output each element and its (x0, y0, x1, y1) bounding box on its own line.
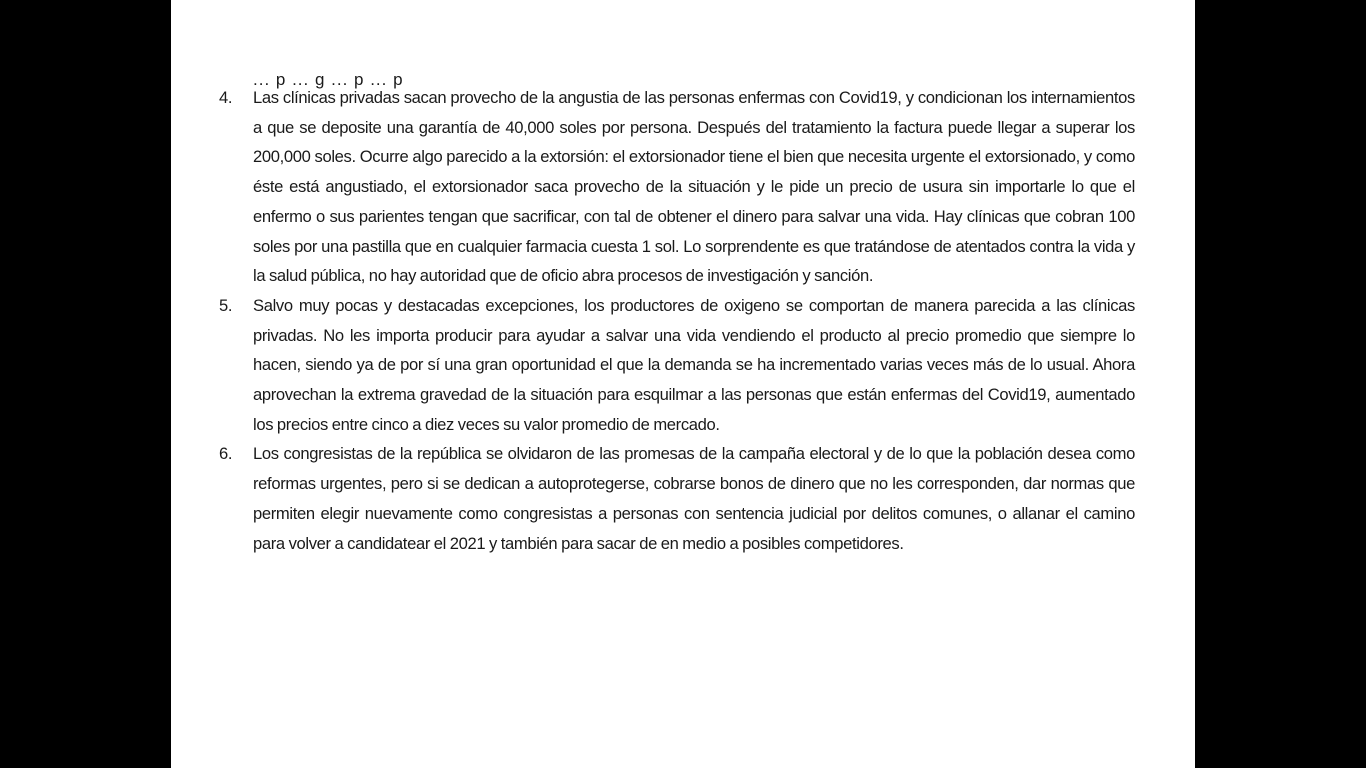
list-item-text: Las clínicas privadas sacan provecho de la angustia de las personas enfermas con Covid19, y condicionan los internamientos a que se deposite una garantía de 40,000 soles por persona. Después del tratamiento la factura puede llegar a superar los 200,000 soles. Ocurre algo parecido a la extorsión: el extorsionador tiene el bien que necesita urgente el extorsionado, y como éste está angustiado, el extorsionador saca provecho de la situación y le pide un precio de usura sin importarle lo que el enfermo o sus parientes tengan que sacrificar, con tal de obtener el dinero para salvar una vida. Hay clínicas que cobran 100 soles por una pastilla que en cualquier farmacia cuesta 1 sol. Lo sorprendente es que tratándose de atentados contra la vida y la salud pública, no hay autoridad que de oficio abra procesos de investigación y sanción. (253, 88, 1135, 286)
numbered-list (219, 83, 1135, 558)
list-item (219, 291, 1135, 440)
list-item-text: Los congresistas de la república se olvidaron de las promesas de la campaña electoral y de lo que la población desea como reformas urgentes, pero si se dedican a autoprotegerse, cobrarse bonos de dinero que no les corresponden, dar normas que permiten elegir nuevamente como congresistas a personas con sentencia judicial por delitos comunes, o allanar el camino para volver a candidatear el 2021 y también para sacar de en medio a posibles competidores. (253, 444, 1135, 553)
list-item-number: 5. (219, 295, 233, 315)
clipped-line-text: ... p ... g ... p ... p (253, 70, 404, 89)
list-item-number: 4. (219, 88, 233, 107)
clipped-previous-line (253, 56, 553, 89)
list-item (219, 439, 1135, 558)
list-item (219, 83, 1135, 291)
document-page (171, 0, 1195, 768)
list-item-text: Salvo muy pocas y destacadas excepciones, los productores de oxigeno se comportan de manera parecida a las clínicas privadas. No les importa producir para ayudar a salvar una vida vendiendo el producto al precio promedio que siempre lo hacen, siendo ya de por sí una gran oportunidad el que la demanda se ha incrementado varias veces más de lo usual. Ahora aprovechan la extrema gravedad de la situación para esquilmar a las personas que están enfermas del Covid19, aumentado los precios entre cinco a diez veces su valor promedio de mercado. (253, 295, 1135, 434)
list-item-number: 6. (219, 444, 233, 464)
